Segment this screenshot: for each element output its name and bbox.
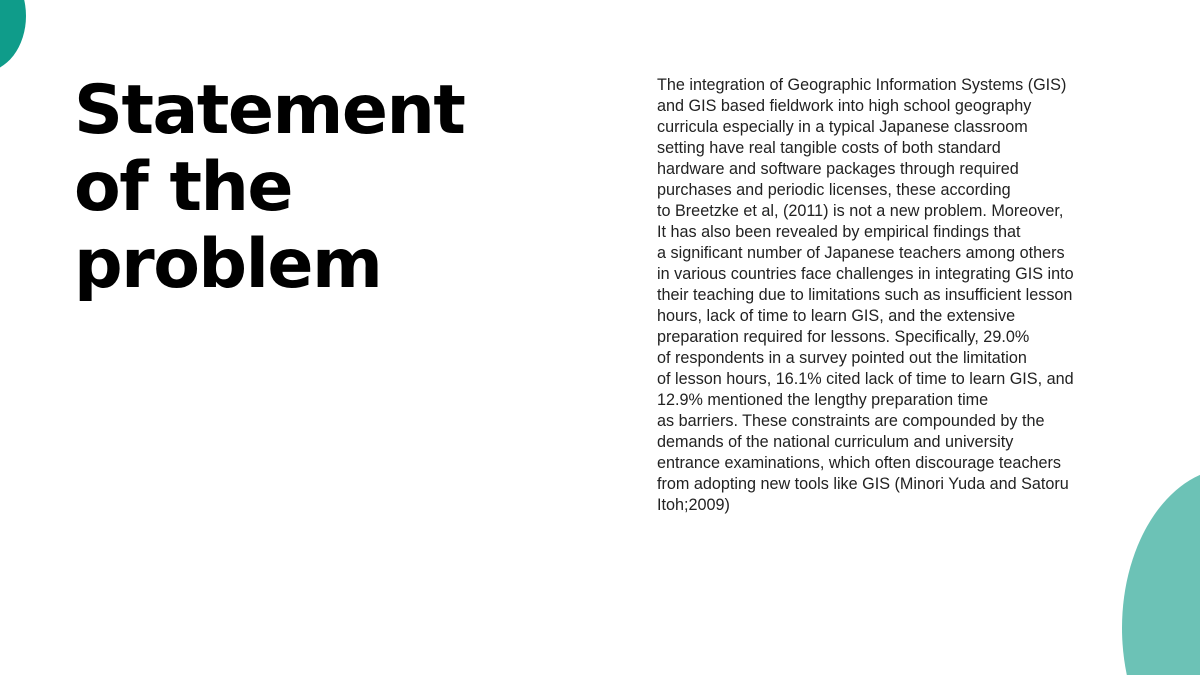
body-line: of lesson hours, 16.1% cited lack of time to learn GIS, and: [657, 370, 1074, 388]
body-line: Itoh;2009): [657, 496, 730, 514]
problem-statement-text: [657, 75, 1127, 516]
body-line: their teaching due to limitations such as insufficient lesson: [657, 286, 1073, 304]
body-line: curricula especially in a typical Japanese classroom: [657, 118, 1028, 136]
body-line: 12.9% mentioned the lengthy preparation time: [657, 391, 989, 409]
body-line: of respondents in a survey pointed out the limitation: [657, 349, 1027, 367]
body-line: preparation required for lessons. Specifically, 29.0%: [657, 328, 1030, 346]
body-line: purchases and periodic licenses, these according: [657, 181, 1011, 199]
title-line: of the: [74, 148, 293, 227]
body-line: hours, lack of time to learn GIS, and the extensive: [657, 307, 1016, 325]
body-line: setting have real tangible costs of both standard: [657, 139, 1001, 157]
body-line: entrance examinations, which often discourage teachers: [657, 454, 1062, 472]
body-line: It has also been revealed by empirical findings that: [657, 223, 1021, 241]
title-line: Statement: [74, 71, 465, 150]
corner-decoration-top-left: [0, 0, 26, 72]
body-line: in various countries face challenges in integrating GIS into: [657, 265, 1074, 283]
slide-title: [74, 72, 534, 303]
body-line: to Breetzke et al, (2011) is not a new problem. Moreover,: [657, 202, 1064, 220]
title-line: problem: [74, 225, 382, 304]
corner-decoration-bottom-right: [1122, 468, 1200, 675]
body-line: from adopting new tools like GIS (Minori Yuda and Satoru: [657, 475, 1069, 493]
body-line: a significant number of Japanese teachers among others: [657, 244, 1065, 262]
body-line: demands of the national curriculum and university: [657, 433, 1014, 451]
body-line: and GIS based fieldwork into high school geography: [657, 97, 1032, 115]
body-line: The integration of Geographic Information Systems (GIS): [657, 76, 1067, 94]
body-line: as barriers. These constraints are compounded by the: [657, 412, 1045, 430]
body-line: hardware and software packages through required: [657, 160, 1019, 178]
